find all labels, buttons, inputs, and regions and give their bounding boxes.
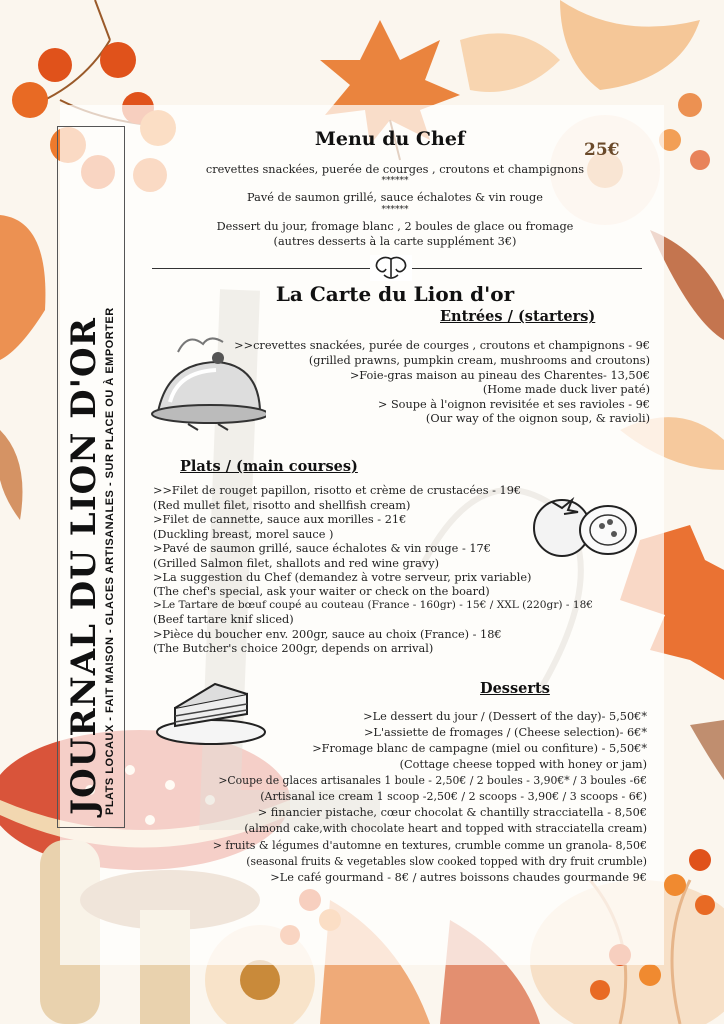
main-line: >Pièce du boucher env. 200gr, sauce au choix (France) - 18€ — [153, 628, 502, 641]
dessert-line: (Artisanal ice cream 1 scoop -2,50€ / 2 scoops - 3,90€ / 3 scoops - 6€) — [260, 790, 647, 803]
dessert-line: >Le dessert du jour / (Dessert of the day)- 5,50€* — [363, 710, 647, 723]
main-line: (Duckling breast, morel sauce ) — [153, 528, 334, 541]
chef-menu-price: 25€ — [584, 140, 620, 160]
starter-line: >Foie-gras maison au pineau des Charentes- 13,50€ — [349, 369, 650, 382]
chef-menu-line: crevettes snackées, puerée de courges , croutons et champignons — [205, 163, 585, 176]
main-line: >Le Tartare de bœuf coupé au couteau (France - 160gr) - 15€ / XXL (220gr) - 18€ — [153, 599, 594, 611]
dessert-line: (almond cake,with chocolate heart and topped with stracciatella cream) — [244, 822, 647, 835]
dessert-line: > financier pistache, cœur chocolat & chantilly stracciatella - 8,50€ — [257, 806, 647, 819]
starters-title: Entrées / (starters) — [440, 308, 596, 325]
chef-menu-line: (autres desserts à la carte supplément 3€) — [273, 235, 517, 248]
dessert-line: >Le café gourmand - 8€ / autres boissons chaudes gourmande 9€ — [270, 871, 647, 884]
carte-title: La Carte du Lion d'or — [275, 282, 515, 306]
main-line: >>Filet de rouget papillon, risotto et crème de crustacées - 19€ — [153, 484, 522, 497]
main-line: (The Butcher's choice 200gr, depends on arrival) — [153, 642, 434, 655]
starter-line: (Our way of the oignon soup, & ravioli) — [425, 412, 650, 425]
main-line: (Grilled Salmon filet, shallots and red wine gravy) — [153, 557, 440, 570]
main-line: (The chef's special, ask your waiter or check on the board) — [153, 585, 490, 598]
dessert-line: >L'assiette de fromages / (Cheese selection)- 6€* — [363, 726, 647, 739]
main-line: >La suggestion du Chef (demandez à votre serveur, prix variable) — [153, 571, 532, 584]
sidebar-subtitle: PLATS LOCAUX - FAIT MAISON - GLACES ARTISANALES - SUR PLACE OU À EMPORTER — [104, 307, 116, 815]
starter-line: (Home made duck liver paté) — [482, 383, 650, 396]
chef-menu-line: Pavé de saumon grillé, sauce échalotes & vin rouge — [247, 191, 543, 204]
main-line: (Red mullet filet, risotto and shellfish cream) — [153, 499, 411, 512]
mains-title: Plats / (main courses) — [180, 458, 358, 475]
sidebar — [55, 125, 125, 825]
starter-line: > Soupe à l'oignon revisitée et ses ravioles - 9€ — [377, 398, 650, 411]
dessert-line: >Coupe de glaces artisanales 1 boule - 2,50€ / 2 boules - 3,90€* / 3 boules -6€ — [218, 774, 647, 787]
dessert-line: > fruits & légumes d'automne en textures, crumble comme un granola- 8,50€ — [212, 839, 647, 852]
chef-menu-line: Dessert du jour, fromage blanc , 2 boules de glace ou fromage — [216, 220, 574, 233]
main-line: >Filet de cannette, sauce aux morilles - 21€ — [153, 513, 407, 526]
tomato-icon — [530, 490, 640, 560]
chef-menu-separator: ****** — [381, 176, 409, 186]
desserts-title: Desserts — [480, 680, 550, 697]
starter-line: >>crevettes snackées, purée de courges , croutons et champignons - 9€ — [234, 339, 650, 352]
dessert-line: >Fromage blanc de campagne (miel ou confiture) - 5,50€* — [312, 742, 647, 755]
main-line: >Pavé de saumon grillé, sauce échalotes & vin rouge - 17€ — [153, 542, 491, 555]
dessert-line: (Cottage cheese topped with honey or jam) — [399, 758, 647, 771]
ornament-divider-icon — [370, 255, 412, 281]
sidebar-title: JOURNAL DU LION D'OR — [64, 317, 104, 815]
starter-line: (grilled prawns, pumpkin cream, mushrooms and croutons) — [308, 354, 650, 367]
chef-menu-separator: ****** — [381, 205, 409, 215]
main-line: (Beef tartare knif sliced) — [153, 613, 294, 626]
chef-menu-title: Menu du Chef — [314, 128, 466, 150]
dessert-line: (seasonal fruits & vegetables slow cooked topped with dry fruit crumble) — [246, 855, 647, 868]
